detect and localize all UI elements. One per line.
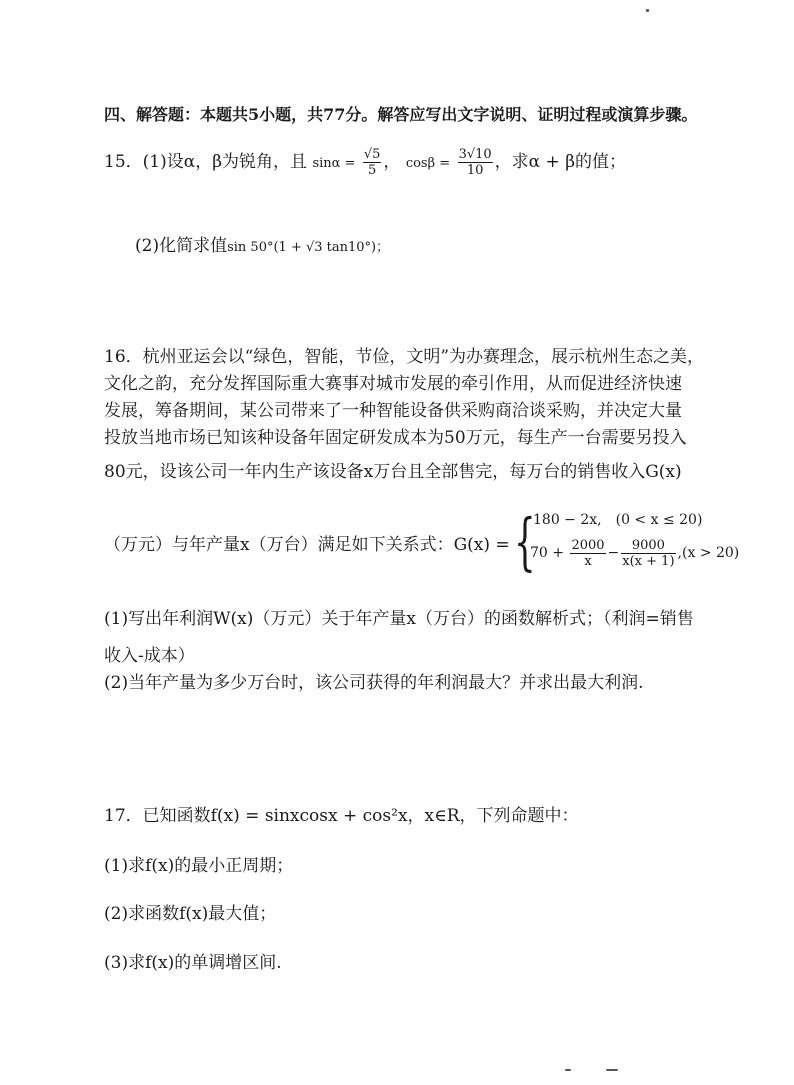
case2-prefix: 70 + [530,545,564,561]
q16-relation-prefix: （万元）与年产量x（万台）满足如下关系式：G(x) = [104,535,510,555]
q15-part2 [135,234,389,260]
piecewise-case-1: 180 − 2x, (0 < x ≤ 20) [533,512,703,528]
q17-sub2: (2)求函数f(x)最大值； [104,904,277,924]
piecewise-case-2 [530,536,739,570]
q15-part1-suffix: ，求α + β的值； [494,152,627,172]
scan-speck [565,1069,571,1071]
q15-part1-prefix: (1)设α，β为锐角，且 [142,152,308,172]
q16-line-4: 投放当地市场已知该种设备年固定研发成本为50万元，每生产一台需要另投入 [104,428,687,448]
section-heading: 四、解答题：本题共5小题，共77分。解答应写出文字说明、证明过程或演算步骤。 [104,105,698,124]
piecewise-brace: { [514,505,536,578]
q15-comma: ， [383,152,401,172]
q15-cos-numerator: 3√10 [458,147,492,162]
q15-number: 15． [104,152,143,172]
q16-line-2: 文化之韵，充分发挥国际重大赛事对城市发展的牵引作用，从而促进经济快速 [104,374,682,394]
q17-stem: 17．已知函数f(x) = sinxcosx + cos²x，x∈R，下列命题中： [104,806,579,826]
q15-part1 [104,147,626,178]
q16-sub1-line-2: 收入-成本） [104,646,195,666]
case2-f2-numerator: 9000 [621,538,675,554]
q17-sub1: (1)求f(x)的最小正周期； [104,856,294,876]
scan-speck [646,9,649,12]
q16-line-1: 16．杭州亚运会以“绿色，智能，节俭，文明”为办赛理念，展示杭州生态之美， [104,347,705,367]
scan-speck [606,1069,618,1071]
q16-line-3: 发展，筹备期间，某公司带来了一种智能设备供采购商洽谈采购，并决定大量 [104,401,682,421]
case2-f2-denominator: x(x + 1) [622,553,675,569]
q17-sub3: (3)求f(x)的单调增区间. [104,953,282,973]
q16-sub2: (2)当年产量为多少万台时，该公司获得的年利润最大？并求出最大利润. [104,673,644,693]
q15-cos-fraction [458,147,493,178]
q16-line-5: 80元，设该公司一年内生产该设备x万台且全部售完，每万台的销售收入G(x) [104,462,682,482]
q15-cos-denominator: 10 [466,163,484,178]
q15-sin-fraction [363,147,382,178]
q15-sin-denominator: 5 [368,163,377,178]
case2-f1-numerator: 2000 [571,537,605,553]
case2-fraction-1 [570,538,605,569]
case2-f1-denominator: x [584,553,592,569]
case2-suffix: ,(x > 20) [677,545,740,561]
q15-part2-expression: sin 50°(1 + √3 tan10°)； [227,240,390,255]
case2-fraction-2 [621,538,675,569]
q15-part2-prefix: (2)化简求值 [135,236,228,256]
q15-cos-label: cosβ = [405,156,451,171]
q15-sin-numerator: √5 [363,147,381,162]
q15-sin-label: sinα = [312,156,356,171]
case2-minus: − [607,545,620,561]
q16-sub1-line-1: (1)写出年利润W(x)（万元）关于年产量x（万台）的函数解析式；（利润=销售 [104,609,694,629]
